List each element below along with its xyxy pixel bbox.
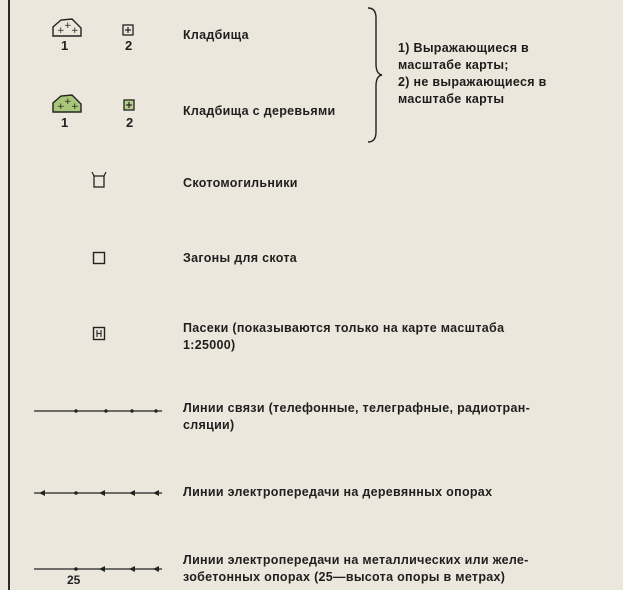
cemeteries-trees-label: Кладбища с деревьями [183,104,336,118]
brace-icon [364,6,384,144]
comm-lines-label [183,400,530,434]
svg-text:+: + [64,21,72,31]
left-frame-line [8,0,10,590]
cemeteries-label: Кладбища [183,28,249,42]
svg-text:+: + [71,102,79,112]
svg-text:+: + [71,26,79,36]
apiaries-label [183,320,504,354]
cemetery-trees-point-icon [123,99,135,111]
apiaries-label-line-1: Пасеки (показываются только на карте масштаба [183,321,505,335]
svg-text:+: + [57,26,65,36]
cattle-burial-label: Скотомогильники [183,176,298,190]
comm-lines-label-line-2: сляции) [183,418,235,432]
note-line-2: масштабе карты; [398,58,509,72]
cemetery-num-2: 2 [125,38,133,53]
cemetery-area-icon [50,16,84,38]
communication-line-icon [32,406,164,416]
pole-height-label: 25 [67,573,81,587]
power-metal-label-line-2: зобетонных опорах (25—высота опоры в метрах) [183,570,506,584]
cattle-pen-icon [92,251,106,265]
cemetery-point-icon [122,24,134,36]
svg-text:+: + [64,97,72,107]
power-line-wood-icon [32,487,164,499]
cemetery-trees-num-1: 1 [61,115,69,130]
apiaries-label-line-2: 1:25000) [183,338,236,352]
cemetery-num-1: 1 [61,38,69,53]
cattle-burial-icon [91,171,107,189]
cemetery-trees-area-icon [50,92,84,114]
scale-note [398,40,603,108]
cemetery-trees-num-2: 2 [126,115,134,130]
note-line-4: масштабе карты [398,92,505,106]
power-line-metal-icon [32,563,164,575]
power-metal-label-line-1: Линии электропередачи на металлических или желе- [183,553,529,567]
comm-lines-label-line-1: Линии связи (телефонные, телеграфные, радиотран- [183,401,531,415]
svg-text:+: + [57,102,65,112]
power-wood-label: Линии электропередачи на деревянных опорах [183,485,493,499]
power-metal-label [183,552,529,586]
note-line-3: 2) не выражающиеся в [398,75,547,89]
note-line-1: 1) Выражающиеся в [398,41,530,55]
apiary-icon [92,326,106,341]
cattle-pens-label: Загоны для скота [183,251,298,265]
